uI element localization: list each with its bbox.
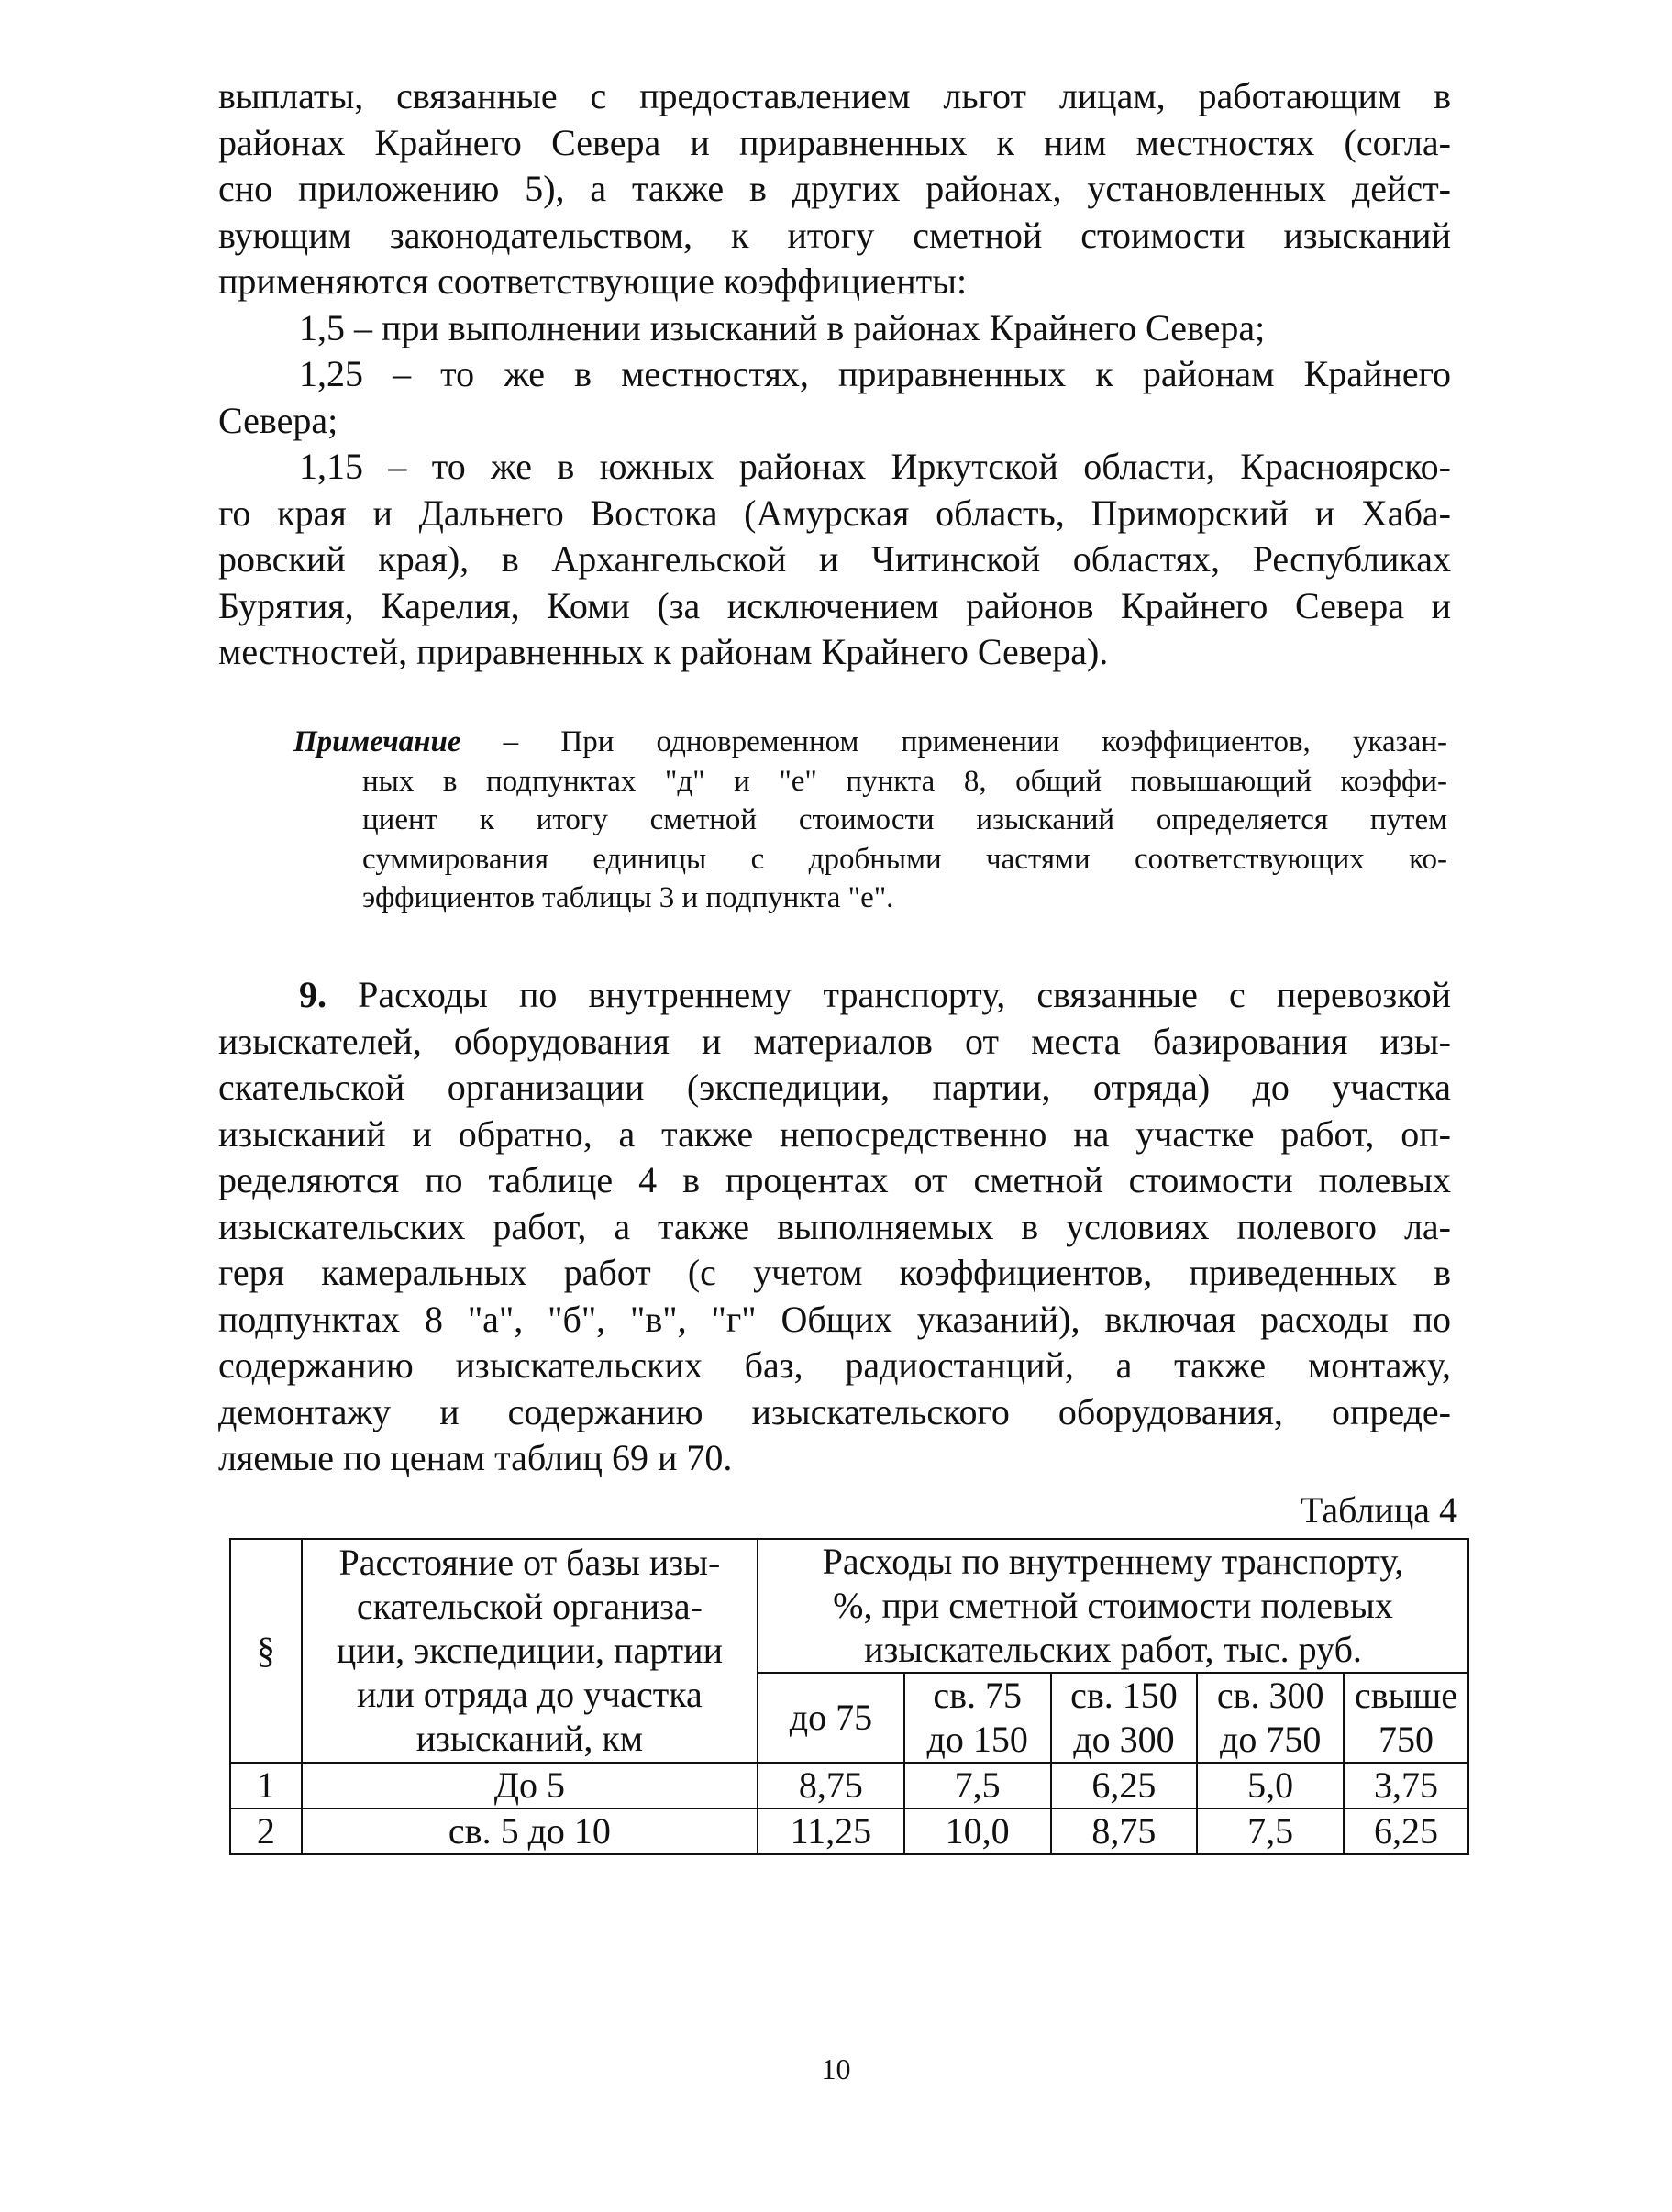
coefficient-line: Бурятия, Карелия, Коми (за исключением районов Крайнего Севера и xyxy=(218,584,1451,626)
row-value: 6,25 xyxy=(1344,1808,1468,1854)
coefficient-line: ровский края), в Архангельской и Читинской областях, Республиках xyxy=(218,538,1451,580)
paragraph-number: 9. xyxy=(299,974,327,1015)
subheader-cell: св. 300 до 750 xyxy=(1197,1673,1344,1763)
coefficient-line: местностей, приравненных к районам Крайнего Севера). xyxy=(218,631,1109,672)
coefficient-line: го края и Дальнего Востока (Амурская область, Приморский и Хаба- xyxy=(218,492,1451,534)
note-label: Примечание xyxy=(293,725,461,758)
row-value: 7,5 xyxy=(1197,1808,1344,1854)
text-line: содержанию изыскательских баз, радиостанций, а также монтажу, xyxy=(218,1344,1451,1386)
subheader-cell: св. 150 до 300 xyxy=(1051,1673,1198,1763)
row-value: 7,5 xyxy=(904,1763,1051,1808)
row-value: 5,0 xyxy=(1197,1763,1344,1808)
row-section: 2 xyxy=(230,1808,302,1854)
subheader-cell: до 75 xyxy=(758,1673,904,1763)
row-value: 8,75 xyxy=(1051,1808,1198,1854)
text-line: выплаты, связанные с предоставлением льгот лицам, работающим в xyxy=(218,75,1451,116)
row-distance: св. 5 до 10 xyxy=(302,1808,758,1854)
text-line: применяются соответствующие коэффициенты: xyxy=(218,260,968,302)
text-line: районах Крайнего Севера и приравненных к ним местностях (согла- xyxy=(218,121,1451,163)
paragraph-text: Расходы по внутреннему транспорту, связанные с перевозкой xyxy=(327,974,1451,1015)
page-number: 10 xyxy=(821,2052,851,2085)
row-value: 11,25 xyxy=(758,1808,904,1854)
table-caption: Таблица 4 xyxy=(1300,1489,1457,1531)
note-block xyxy=(293,723,1447,918)
header-section: § xyxy=(230,1539,302,1763)
text-line: ляемые по ценам таблиц 69 и 70. xyxy=(218,1437,733,1478)
coefficient-line: 1,15 – то же в южных районах Иркутской области, Красноярско- xyxy=(299,446,1451,487)
row-value: 10,0 xyxy=(904,1808,1051,1854)
text-line: подпунктах 8 "а", "б", "в", "г" Общих указаний), включая расходы по xyxy=(218,1298,1451,1340)
note-text: – При одновременном применении коэффициентов, указан- xyxy=(460,725,1447,758)
text-line: ределяются по таблице 4 в процентах от сметной стоимости полевых xyxy=(218,1159,1451,1200)
text-line: геря камеральных работ (с учетом коэффициентов, приведенных в xyxy=(218,1252,1451,1293)
note-line: циент к итогу сметной стоимости изысканий определяется путем xyxy=(362,803,1447,836)
header-distance: Расстояние от базы изы- скательской организа- ции, экспедиции, партии или отряда до участка изысканий, км xyxy=(302,1539,758,1763)
text-line: изысканий и обратно, а также непосредственно на участке работ, оп- xyxy=(218,1112,1451,1155)
text-line: вующим законодательством, к итогу сметной стоимости изысканий xyxy=(218,214,1451,256)
row-distance: До 5 xyxy=(302,1763,758,1808)
row-value: 6,25 xyxy=(1051,1763,1198,1808)
table-row xyxy=(230,1763,1468,1808)
text-line: демонтажу и содержанию изыскательского оборудования, опреде- xyxy=(218,1390,1451,1432)
text-line: изыскательских работ, а также выполняемых в условиях полевого ла- xyxy=(218,1205,1451,1247)
coefficient-line: 1,25 – то же в местностях, приравненных к районам Крайнего xyxy=(299,353,1451,394)
header-costs: Расходы по внутреннему транспорту, %, при сметной стоимости полевых изыскательских работ, тыс. руб. xyxy=(758,1539,1468,1673)
table-row xyxy=(230,1808,1468,1854)
subheader-cell: св. 75 до 150 xyxy=(904,1673,1051,1763)
row-section: 1 xyxy=(230,1763,302,1808)
note-line: эффициентов таблицы 3 и подпункта "е". xyxy=(362,881,894,914)
note-line: ных в подпунктах "д" и "е" пункта 8, общий повышающий коэффи- xyxy=(362,764,1447,798)
text-line: скательской организации (экспедиции, партии, отряда) до участка xyxy=(218,1067,1451,1108)
text-line: сно приложению 5), а также в других районах, установленных дейст- xyxy=(218,168,1451,209)
subheader-cell: свыше 750 xyxy=(1344,1673,1468,1763)
row-value: 3,75 xyxy=(1344,1763,1468,1808)
transport-cost-table xyxy=(229,1538,1469,1855)
row-value: 8,75 xyxy=(758,1763,904,1808)
table-header-row xyxy=(230,1539,1468,1673)
coefficient-line: Севера; xyxy=(218,399,338,441)
note-line: суммирования единицы с дробными частями соответствующих ко- xyxy=(362,842,1447,876)
paragraph-9 xyxy=(218,972,1451,1482)
coefficient-line: 1,5 – при выполнении изысканий в районах Крайнего Севера; xyxy=(299,306,1266,348)
text-line: изыскателей, оборудования и материалов от места базирования изы- xyxy=(218,1020,1451,1062)
intro-paragraph xyxy=(218,73,1451,676)
